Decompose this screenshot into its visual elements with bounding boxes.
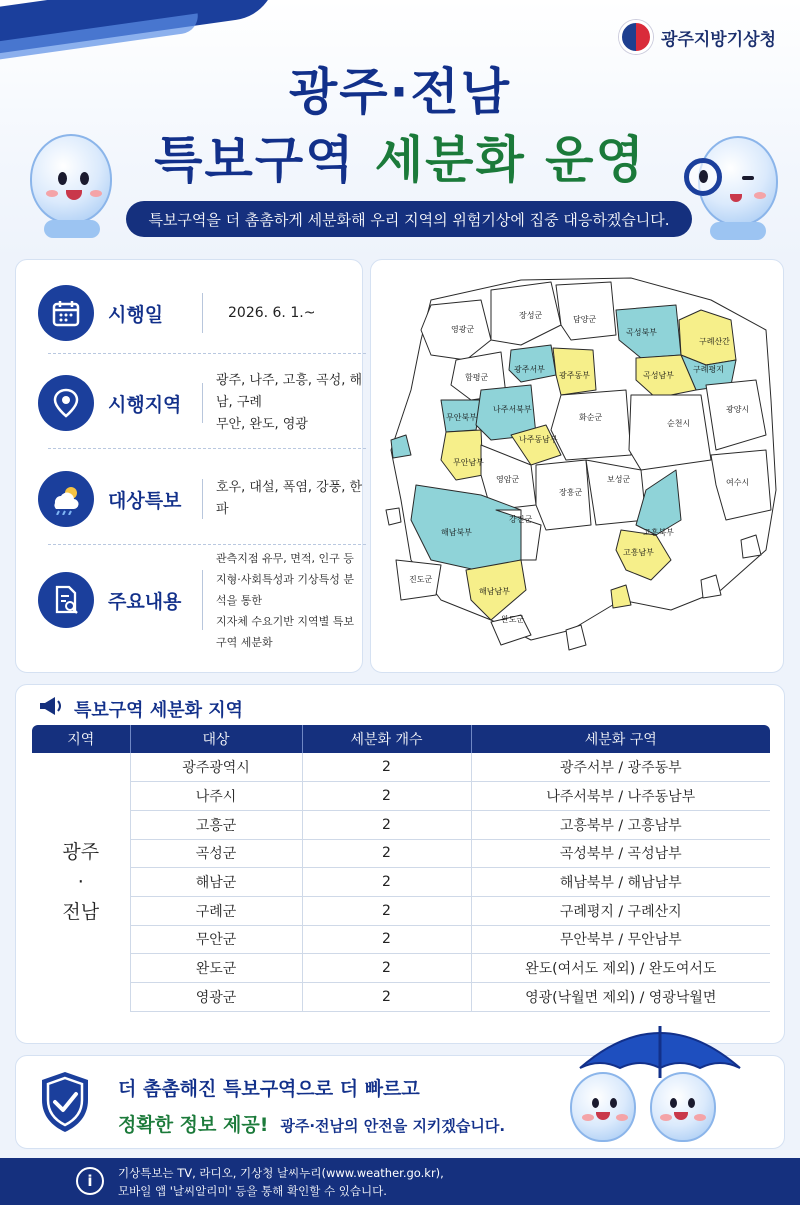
map-label: 순천시 (667, 419, 691, 428)
jeonnam-map (371, 260, 784, 673)
map-label: 담양군 (573, 315, 597, 324)
calendar-icon (38, 285, 94, 341)
title-part-blue: 특보구역 (154, 131, 356, 189)
row-zones: 영광(낙월면 제외) / 영광낙월면 (471, 983, 770, 1012)
header-zones: 세분화 구역 (471, 725, 770, 753)
map-region-hwasun (551, 390, 631, 460)
map-region-damyang (556, 282, 616, 340)
map-label: 나주동남부 (519, 435, 558, 444)
document-search-icon (38, 572, 94, 628)
table-row (32, 782, 770, 811)
map-label: 무안남부 (453, 458, 484, 467)
map-label: 영광군 (451, 325, 475, 334)
map-label: 장흥군 (559, 488, 583, 497)
map-label: 곡성남부 (643, 371, 674, 380)
agency-name: 광주지방기상청 (661, 29, 776, 50)
closing-line1: 더 촘촘해진 특보구역으로 더 빠르고 (118, 1078, 420, 1100)
row-count: 2 (302, 896, 471, 925)
info-value-warnings: 호우, 대설, 폭염, 강풍, 한파 (216, 480, 363, 517)
map-region-gwangju-west (509, 345, 556, 382)
shield-check-icon (38, 1070, 92, 1134)
row-zones: 곡성북부 / 곡성남부 (471, 839, 770, 868)
table-row (32, 753, 770, 782)
row-count: 2 (302, 810, 471, 839)
map-label: 여수시 (726, 478, 750, 487)
map-label: 해남북부 (441, 528, 472, 537)
row-target: 고흥군 (130, 810, 302, 839)
header-target: 대상 (130, 725, 302, 753)
map-region-boseong (586, 460, 646, 525)
dashed-divider (48, 353, 366, 354)
closing-line2 (118, 1110, 505, 1137)
table-row (32, 839, 770, 868)
row-count: 2 (302, 983, 471, 1012)
table-row (32, 954, 770, 983)
footer-line1: 기상특보는 TV, 라디오, 기상청 날씨누리(www.weather.go.kr), (118, 1166, 444, 1180)
map-label: 광주동부 (559, 371, 590, 380)
row-target: 완도군 (130, 954, 302, 983)
info-label-content: 주요내용 (108, 590, 182, 613)
row-count: 2 (302, 782, 471, 811)
map-island (386, 508, 401, 525)
map-label: 영암군 (496, 475, 520, 484)
map-label: 해남남부 (479, 587, 510, 596)
page-title-line1: 광주·전남 (288, 63, 512, 121)
row-target: 광주광역시 (130, 753, 302, 782)
divider (202, 293, 203, 333)
row-count: 2 (302, 839, 471, 868)
row-target: 해남군 (130, 868, 302, 897)
closing-highlight: 정확한 정보 제공! (118, 1114, 269, 1136)
row-zones: 완도(여서도 제외) / 완도여서도 (471, 954, 770, 983)
subtitle-banner: 특보구역을 더 촘촘하게 세분화해 우리 지역의 위험기상에 집중 대응하겠습니다. (126, 201, 692, 237)
info-label-warnings: 대상특보 (108, 489, 182, 512)
row-target: 무안군 (130, 925, 302, 954)
table-row (32, 925, 770, 954)
row-zones: 광주서부 / 광주동부 (471, 753, 770, 782)
footer-text (118, 1164, 444, 1200)
info-value-content (216, 548, 364, 653)
header-count: 세분화 개수 (302, 725, 471, 753)
content-line2: 지형·사회특성과 기상특성 분석을 통한 (216, 572, 355, 607)
footer-line2: 모바일 앱 '날씨알리미' 등을 통해 확인할 수 있습니다. (118, 1184, 387, 1198)
row-count: 2 (302, 925, 471, 954)
map-label: 무안북부 (446, 413, 477, 422)
page-title-line2 (0, 120, 800, 192)
map-label: 보성군 (607, 475, 631, 484)
row-zones: 해남북부 / 해남남부 (471, 868, 770, 897)
map-label: 광주서부 (514, 365, 545, 374)
row-zones: 나주서북부 / 나주동남부 (471, 782, 770, 811)
info-row-area (16, 356, 364, 450)
title-part-green: 세분화 운영 (374, 131, 646, 189)
info-label-date: 시행일 (108, 303, 164, 326)
map-label: 구례평지 (693, 365, 724, 374)
map-label: 광양시 (726, 405, 750, 414)
region-line2: · (77, 871, 84, 894)
region-line3: 전남 (62, 901, 100, 924)
row-target: 곡성군 (130, 839, 302, 868)
region-map-panel (370, 259, 784, 673)
row-zones: 고흥북부 / 고흥남부 (471, 810, 770, 839)
map-label: 곡성북부 (626, 328, 657, 337)
map-label: 장성군 (519, 311, 543, 320)
info-row-content (16, 550, 364, 650)
content-line1: 관측지점 유무, 면적, 인구 등 (216, 551, 354, 565)
map-label: 완도군 (501, 615, 525, 624)
row-count: 2 (302, 753, 471, 782)
row-zones: 무안북부 / 무안남부 (471, 925, 770, 954)
map-label: 나주서북부 (493, 405, 532, 414)
region-cell (32, 753, 130, 1011)
map-label: 강진군 (509, 515, 533, 524)
info-row-warnings (16, 452, 364, 546)
row-count: 2 (302, 954, 471, 983)
zone-table (32, 725, 770, 1012)
table-row (32, 983, 770, 1012)
info-value-area (216, 370, 364, 436)
content-line3: 지자체 수요기반 지역별 특보구역 세분화 (216, 614, 355, 649)
agency-logo (619, 20, 776, 54)
divider (202, 479, 203, 519)
row-target: 영광군 (130, 983, 302, 1012)
map-island (566, 625, 586, 650)
header-region: 지역 (32, 725, 130, 753)
closing-pledge: 광주·전남의 안전을 지키겠습니다. (280, 1117, 506, 1135)
location-pin-icon (38, 375, 94, 431)
map-region-suncheon (629, 395, 711, 470)
info-icon: i (76, 1167, 104, 1195)
divider (202, 570, 203, 630)
info-label-area: 시행지역 (108, 393, 182, 416)
footer-bar (0, 1158, 800, 1205)
umbrella-icon (560, 1018, 760, 1078)
map-label: 진도군 (409, 575, 433, 584)
map-label: 고흥북부 (643, 528, 674, 537)
row-count: 2 (302, 868, 471, 897)
map-label: 구례산간 (699, 337, 730, 346)
row-target: 나주시 (130, 782, 302, 811)
weather-icon (38, 471, 94, 527)
mascot-right-magnifier (684, 130, 784, 242)
mascot-left (24, 128, 120, 240)
dashed-divider (48, 544, 366, 545)
info-value-date: 2026. 6. 1.~ (228, 305, 316, 321)
table-row (32, 810, 770, 839)
table-title-text: 특보구역 세분화 지역 (74, 699, 244, 721)
mascots-umbrella (560, 1018, 760, 1152)
table-row (32, 896, 770, 925)
map-label: 고흥남부 (623, 548, 654, 557)
table-header-row (32, 725, 770, 753)
dashed-divider (48, 448, 366, 449)
region-line1: 광주 (62, 841, 100, 864)
map-label: 화순군 (579, 413, 603, 422)
info-panel (15, 259, 363, 673)
megaphone-icon (38, 695, 64, 722)
row-zones: 구례평지 / 구례산지 (471, 896, 770, 925)
area-line2: 무안, 완도, 영광 (216, 417, 308, 432)
row-target: 구례군 (130, 896, 302, 925)
divider (202, 383, 203, 423)
area-line1: 광주, 나주, 고흥, 곡성, 해남, 구례 (216, 373, 363, 410)
table-title (38, 695, 243, 722)
zone-table-panel (15, 684, 785, 1044)
taegeuk-icon (619, 20, 653, 54)
table-row (32, 868, 770, 897)
info-row-date (16, 266, 364, 360)
map-label: 함평군 (465, 373, 489, 382)
